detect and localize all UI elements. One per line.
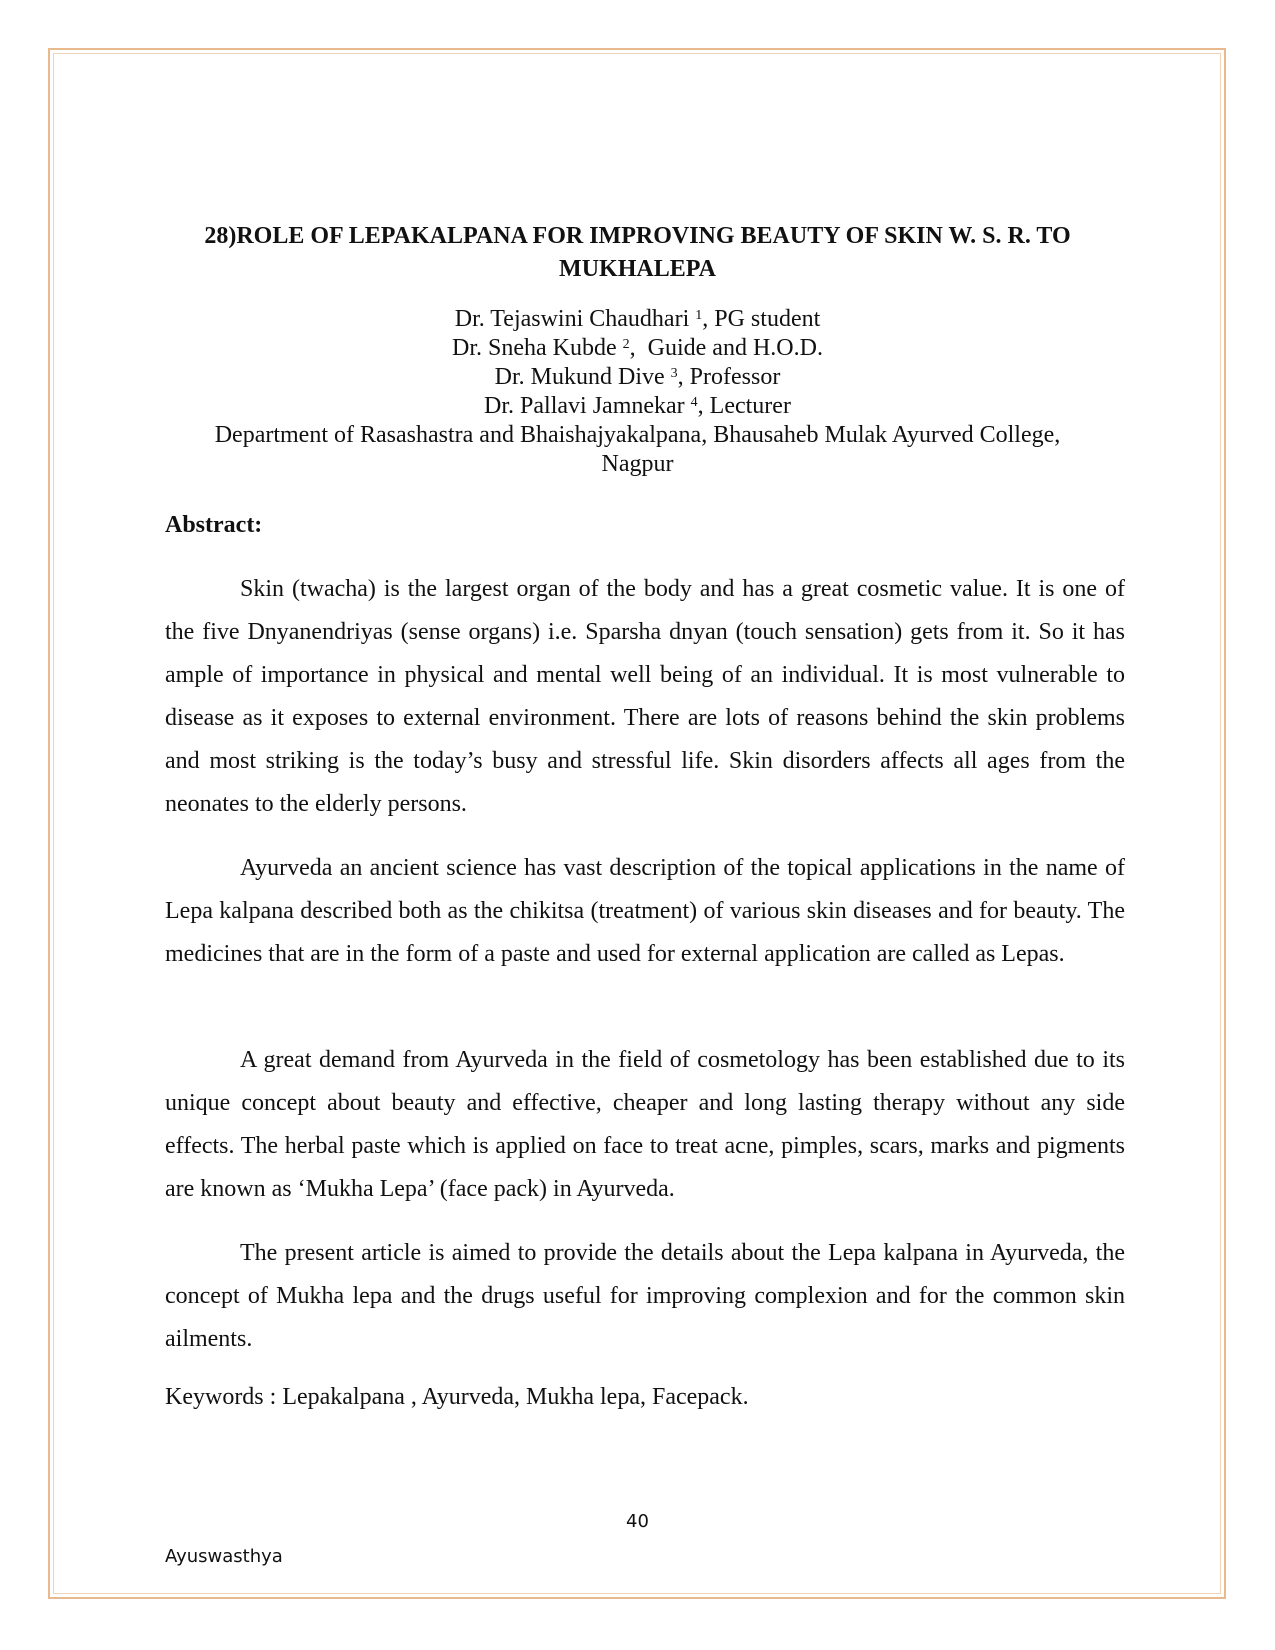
author-role: , Professor — [677, 364, 781, 390]
author-name: Dr. Mukund Dive — [494, 364, 665, 390]
abstract-paragraph: Ayurveda an ancient science has vast description of the topical applications in the name of Lepa kalpana described both as the chikitsa (treatment) of various skin diseases and for beauty. The medicines that are in the form of a paste and used for external application are called as Lepas. — [165, 855, 1125, 967]
journal-name: Ayuswasthya — [165, 1546, 283, 1567]
abstract-paragraph: The present article is aimed to provide the details about the Lepa kalpana in Ayurveda, the concept of Mukha lepa and the drugs useful for improving complexion and for the common skin ailments. — [165, 1240, 1125, 1352]
author-line — [150, 363, 1125, 392]
abstract-paragraph: A great demand from Ayurveda in the field of cosmetology has been established due to its unique concept about beauty and effective, cheaper and long lasting therapy without any side effects. The herbal paste which is applied on face to treat acne, pimples, scars, marks and pigments are known as ‘Mukha Lepa’ (face pack) in Ayurveda. — [165, 1047, 1125, 1202]
page-number: 40 — [626, 1511, 649, 1532]
author-line — [150, 305, 1125, 334]
author-superscript: 1 — [695, 308, 703, 323]
author-line — [150, 392, 1125, 421]
author-role: , Guide and H.O.D. — [629, 335, 823, 361]
affiliation: Department of Rasashastra and Bhaishajyakalpana, Bhausaheb Mulak Ayurved College, Nagpur — [214, 422, 1061, 477]
author-line — [150, 334, 1125, 363]
author-role: , Lecturer — [697, 393, 791, 419]
author-superscript: 2 — [622, 337, 630, 352]
author-superscript: 4 — [690, 395, 698, 410]
author-name: Dr. Pallavi Jamnekar — [484, 393, 685, 419]
abstract-heading: Abstract: — [165, 512, 263, 538]
author-name: Dr. Tejaswini Chaudhari — [454, 306, 690, 332]
author-role: , PG student — [702, 306, 821, 332]
abstract-paragraph: Skin (twacha) is the largest organ of the body and has a great cosmetic value. It is one of the five Dnyanendriyas (sense organs) i.e. Sparsha dnyan (touch sensation) gets from it. So it has ample of importance in physical and mental well being of an individual. It is most vulnerable to disease as it exposes to external environment. There are lots of reasons behind the skin problems and most striking is the today’s busy and stressful life. Skin disorders affects all ages from the neonates to the elderly persons. — [165, 576, 1125, 817]
author-block — [150, 305, 1125, 479]
article-title: 28)ROLE OF LEPAKALPANA FOR IMPROVING BEAUTY OF SKIN W. S. R. TO MUKHALEPA — [204, 223, 1071, 282]
keywords: Keywords : Lepakalpana , Ayurveda, Mukha lepa, Facepack. — [165, 1384, 749, 1410]
author-name: Dr. Sneha Kubde — [452, 335, 617, 361]
author-superscript: 3 — [670, 366, 678, 381]
